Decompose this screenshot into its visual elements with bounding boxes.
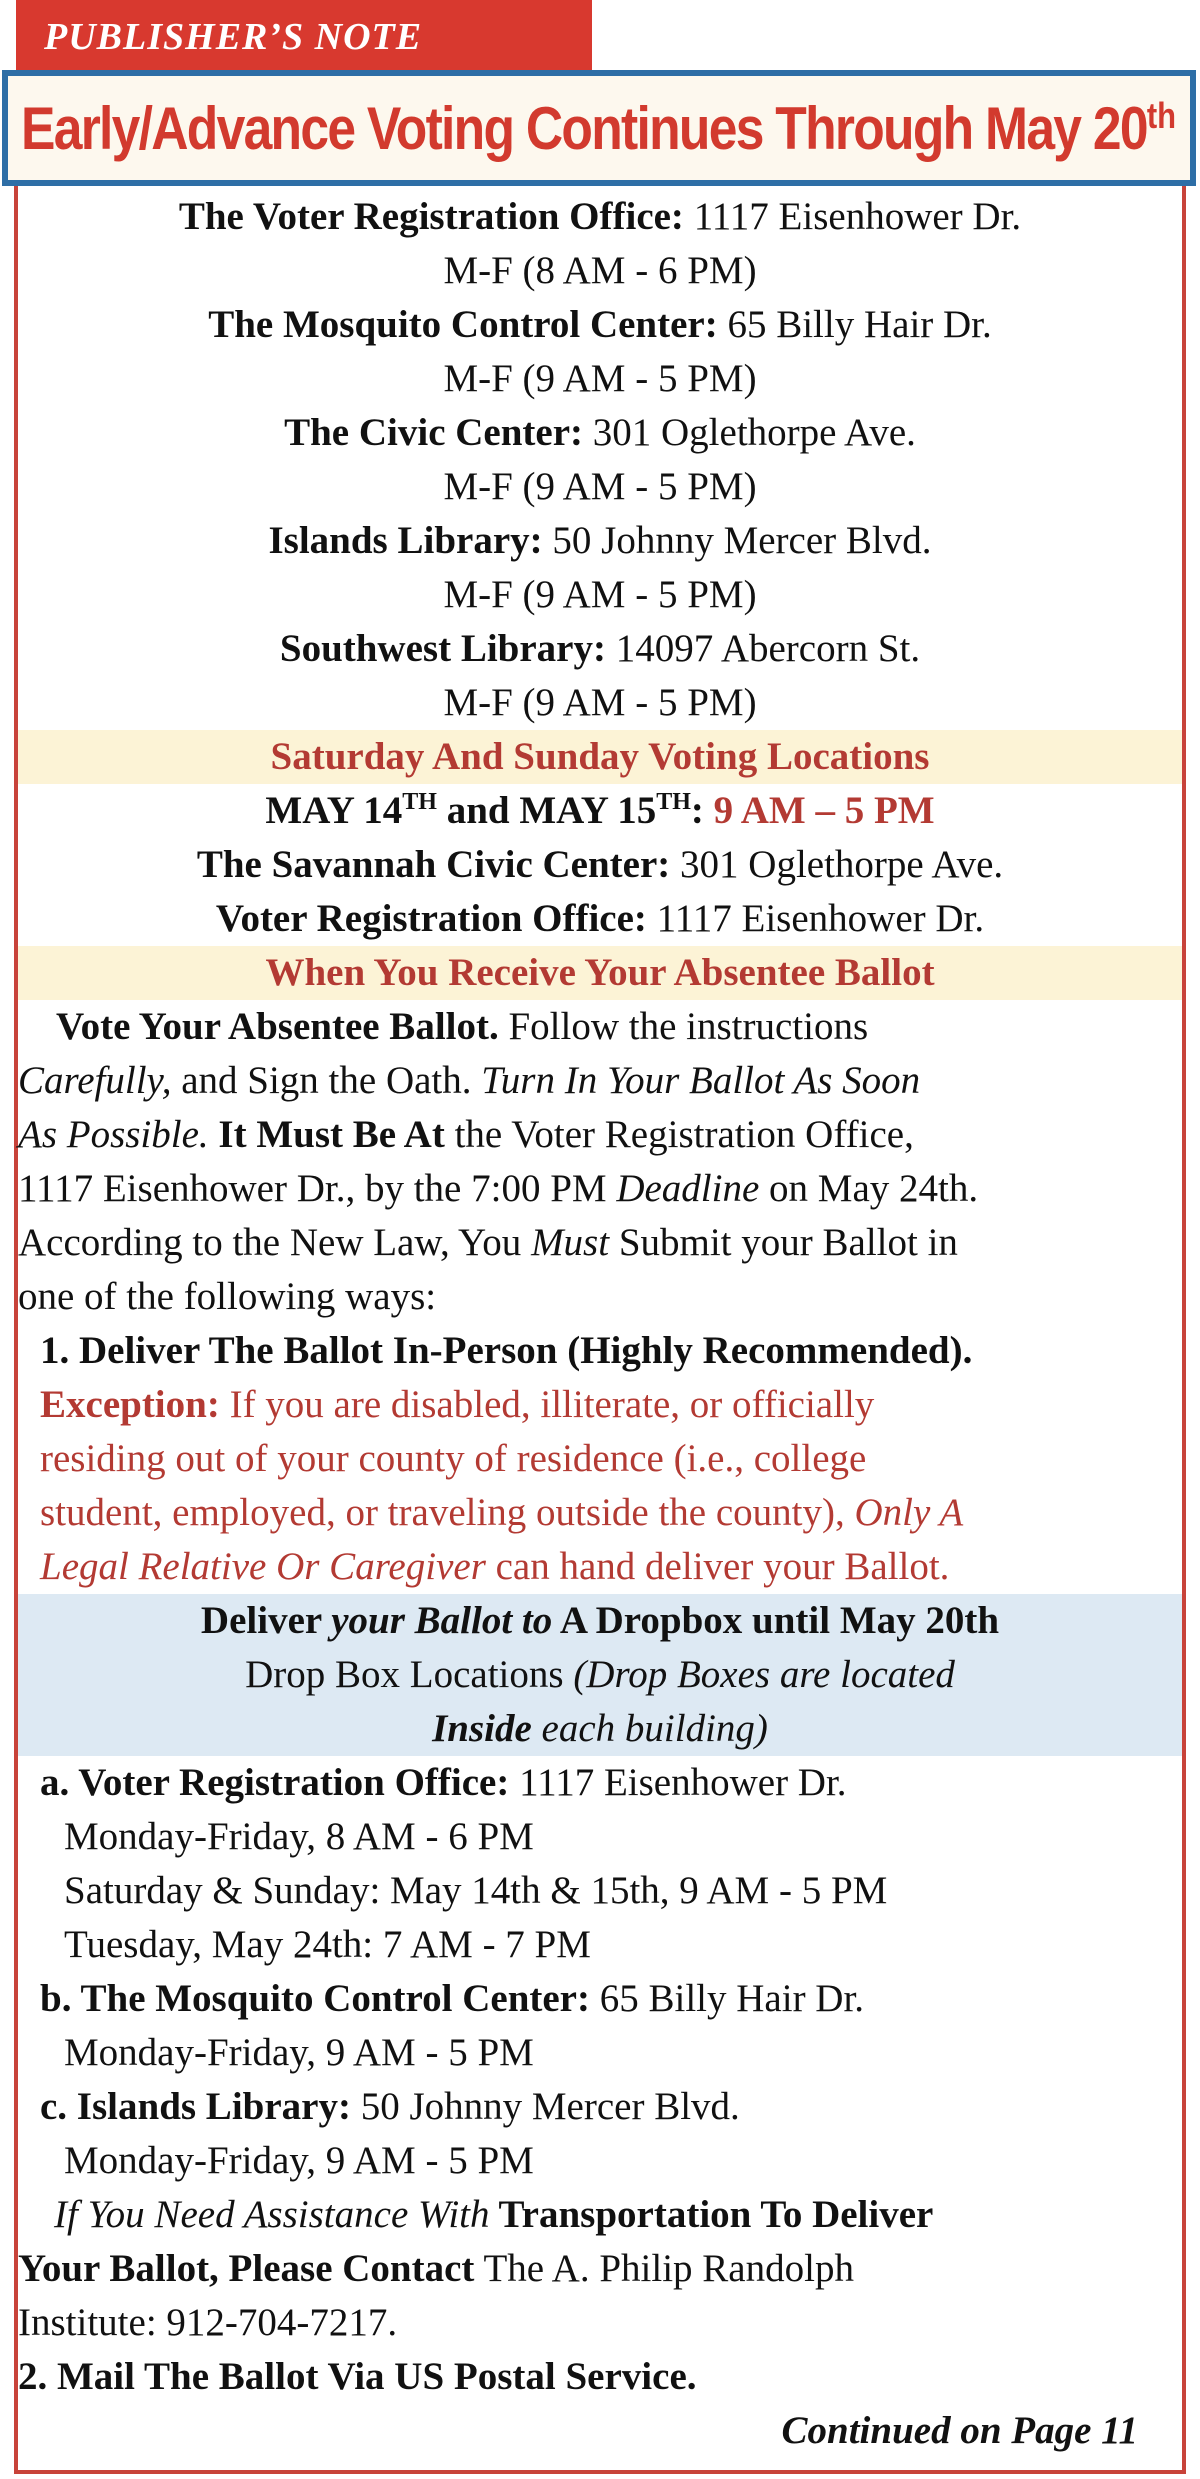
location-1-hours: M-F (8 AM - 6 PM)	[443, 249, 757, 292]
exception-line-4: Legal Relative Or Caregiver can hand deliver your Ballot.	[40, 1545, 950, 1588]
location-4-hours: M-F (9 AM - 5 PM)	[443, 573, 757, 616]
weekend-heading: Saturday And Sunday Voting Locations	[18, 730, 1182, 784]
location-3-hours: M-F (9 AM - 5 PM)	[443, 465, 757, 508]
dropbox-location-b: b. The Mosquito Control Center: 65 Billy Hair Dr.	[40, 1977, 865, 2020]
weekend-dates: MAY 14TH and MAY 15TH: 9 AM – 5 PM	[265, 789, 935, 832]
weekend-location-2: Voter Registration Office: 1117 Eisenhower Dr.	[215, 897, 985, 940]
option-2-title: 2. Mail The Ballot Via US Postal Service.	[18, 2355, 697, 2398]
absentee-line-4: 1117 Eisenhower Dr., by the 7:00 PM Deadline on May 24th.	[18, 1167, 979, 1210]
dropbox-heading: Deliver your Ballot to A Dropbox until May 20th	[18, 1594, 1182, 1648]
dropbox-location-a-hours-3: Tuesday, May 24th: 7 AM - 7 PM	[64, 1923, 591, 1966]
dropbox-location-b-hours: Monday-Friday, 9 AM - 5 PM	[64, 2031, 534, 2074]
absentee-line-3: As Possible. It Must Be At the Voter Registration Office,	[18, 1113, 914, 1156]
absentee-line-2: Carefully, and Sign the Oath. Turn In Your Ballot As Soon	[18, 1059, 921, 1102]
continued-note: Continued on Page 11	[781, 2409, 1138, 2452]
dropbox-location-a-hours-1: Monday-Friday, 8 AM - 6 PM	[64, 1815, 534, 1858]
exception-line-1: Exception: If you are disabled, illiterate, or officially	[40, 1383, 875, 1426]
dropbox-subheading-2: Inside each building)	[18, 1702, 1182, 1756]
dropbox-subheading-1: Drop Box Locations (Drop Boxes are located	[18, 1648, 1182, 1702]
absentee-line-5: According to the New Law, You Must Submit your Ballot in	[18, 1221, 958, 1264]
weekend-location-1: The Savannah Civic Center: 301 Oglethorpe Ave.	[196, 843, 1004, 886]
location-5: Southwest Library: 14097 Abercorn St.	[279, 627, 921, 670]
absentee-line-6: one of the following ways:	[18, 1275, 437, 1318]
absentee-heading: When You Receive Your Absentee Ballot	[18, 946, 1182, 1000]
dropbox-location-a-hours-2: Saturday & Sunday: May 14th & 15th, 9 AM - 5 PM	[64, 1869, 888, 1912]
exception-line-3: student, employed, or traveling outside the county), Only A	[40, 1491, 964, 1534]
exception-line-2: residing out of your county of residence (i.e., college	[40, 1437, 867, 1480]
assist-line-3: Institute: 912-704-7217.	[18, 2301, 398, 2344]
absentee-line-1: Vote Your Absentee Ballot. Follow the instructions	[56, 1005, 869, 1048]
headline: Early/Advance Voting Continues Through May 20th	[21, 94, 1177, 162]
headline-box	[2, 70, 1196, 186]
location-1: The Voter Registration Office: 1117 Eisenhower Dr.	[178, 195, 1022, 238]
article-body	[18, 190, 1182, 2458]
location-3: The Civic Center: 301 Oglethorpe Ave.	[284, 411, 916, 454]
dropbox-location-a: a. Voter Registration Office: 1117 Eisenhower Dr.	[40, 1761, 847, 1804]
assist-line-1: If You Need Assistance With Transportation To Deliver	[54, 2193, 934, 2236]
option-1-title: 1. Deliver The Ballot In-Person (Highly Recommended).	[40, 1329, 973, 1372]
dropbox-location-c: c. Islands Library: 50 Johnny Mercer Blvd.	[40, 2085, 740, 2128]
assist-line-2: Your Ballot, Please Contact The A. Philip Randolph	[18, 2247, 854, 2290]
location-2: The Mosquito Control Center: 65 Billy Hair Dr.	[208, 303, 992, 346]
section-tag: PUBLISHER’S NOTE	[16, 0, 592, 74]
dropbox-location-c-hours: Monday-Friday, 9 AM - 5 PM	[64, 2139, 534, 2182]
location-2-hours: M-F (9 AM - 5 PM)	[443, 357, 757, 400]
location-5-hours: M-F (9 AM - 5 PM)	[443, 681, 757, 724]
location-4: Islands Library: 50 Johnny Mercer Blvd.	[268, 519, 932, 562]
